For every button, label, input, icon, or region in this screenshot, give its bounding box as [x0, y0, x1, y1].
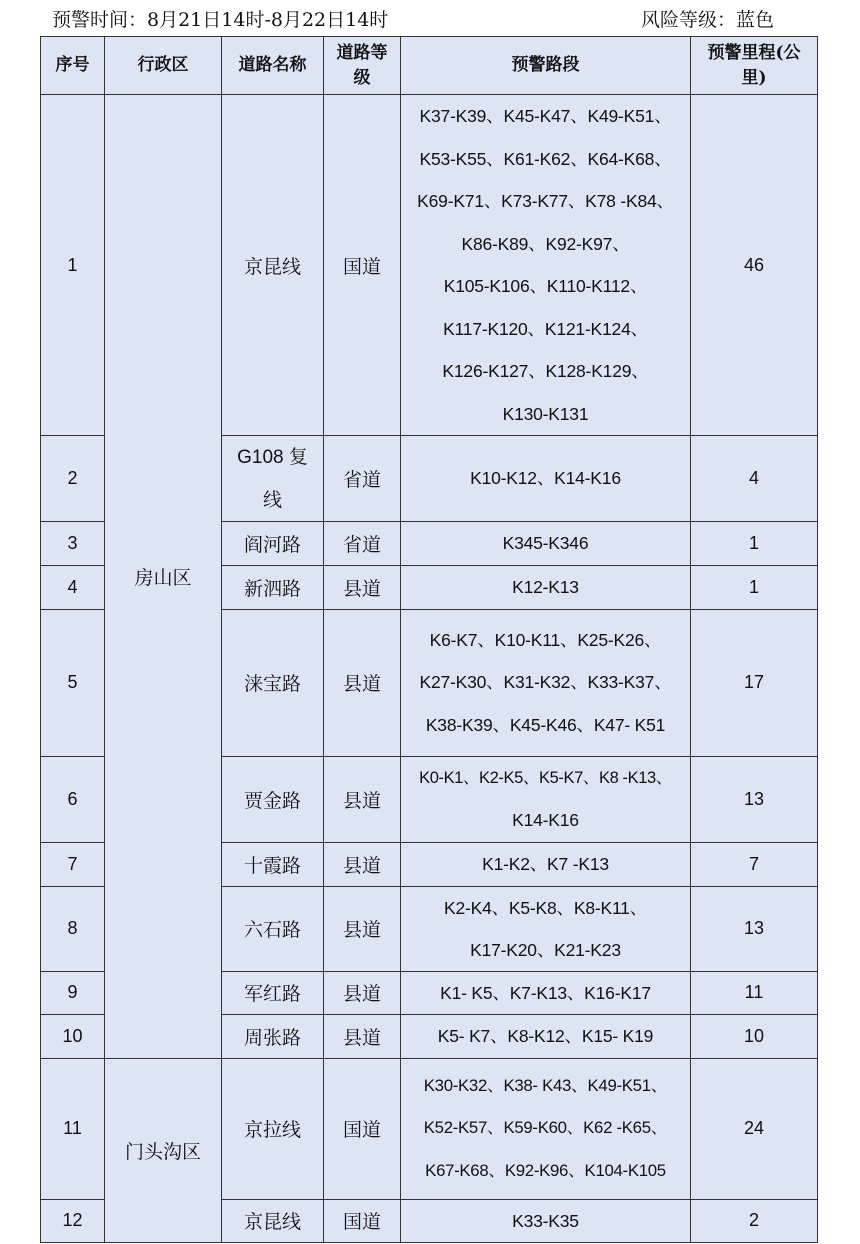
warning-time: 预警时间：8月21日14时-8月22日14时: [52, 9, 389, 31]
warning-segments: K12-K13: [401, 566, 691, 610]
col-header-mileage: 预警里程(公 里): [691, 37, 818, 95]
col-header-grade: 道路等 级: [324, 37, 401, 95]
warning-mileage: 17: [691, 609, 818, 756]
road-grade: 国道: [324, 95, 401, 436]
district-cell: 房山区: [105, 95, 222, 1059]
road-name: 贾金路: [222, 756, 324, 842]
row-index: 11: [41, 1058, 105, 1199]
road-grade: 国道: [324, 1058, 401, 1199]
warning-segments: K0-K1、K2-K5、K5-K7、K8 -K13、 K14-K16: [401, 756, 691, 842]
warning-mileage: 1: [691, 522, 818, 566]
row-index: 3: [41, 522, 105, 566]
risk-level: 风险等级：蓝色: [640, 9, 774, 31]
warning-segments: K345-K346: [401, 522, 691, 566]
row-index: 5: [41, 609, 105, 756]
row-index: 8: [41, 886, 105, 971]
road-grade: 县道: [324, 1015, 401, 1059]
road-name: G108 复 线: [222, 436, 324, 522]
warning-segments: K30-K32、K38- K43、K49-K51、 K52-K57、K59-K60、K62 -K65、 K67-K68、K92-K96、K104-K105: [401, 1058, 691, 1199]
warning-segments: K2-K4、K5-K8、K8-K11、 K17-K20、K21-K23: [401, 886, 691, 971]
road-grade: 县道: [324, 566, 401, 610]
road-name: 京昆线: [222, 95, 324, 436]
road-grade: 县道: [324, 609, 401, 756]
table-row: [41, 95, 818, 436]
row-index: 9: [41, 971, 105, 1015]
road-name: 周张路: [222, 1015, 324, 1059]
row-index: 4: [41, 566, 105, 610]
row-index: 12: [41, 1199, 105, 1243]
table-header-row: [41, 37, 818, 95]
road-grade: 国道: [324, 1199, 401, 1243]
warning-mileage: 13: [691, 886, 818, 971]
row-index: 2: [41, 436, 105, 522]
road-grade: 省道: [324, 522, 401, 566]
warning-segments: K1- K5、K7-K13、K16-K17: [401, 971, 691, 1015]
col-header-index: 序号: [41, 37, 105, 95]
warning-mileage: 46: [691, 95, 818, 436]
col-header-road: 道路名称: [222, 37, 324, 95]
road-name: 新泗路: [222, 566, 324, 610]
district-cell: 门头沟区: [105, 1058, 222, 1243]
warning-mileage: 1: [691, 566, 818, 610]
road-name: 军红路: [222, 971, 324, 1015]
road-grade: 县道: [324, 756, 401, 842]
col-header-segments: 预警路段: [401, 37, 691, 95]
warning-mileage: 24: [691, 1058, 818, 1199]
warning-mileage: 2: [691, 1199, 818, 1243]
road-grade: 省道: [324, 436, 401, 522]
warning-mileage: 13: [691, 756, 818, 842]
warning-segments: K10-K12、K14-K16: [401, 436, 691, 522]
warning-table: [40, 36, 818, 1243]
row-index: 10: [41, 1015, 105, 1059]
road-name: 六石路: [222, 886, 324, 971]
road-name: 京拉线: [222, 1058, 324, 1199]
warning-mileage: 11: [691, 971, 818, 1015]
warning-mileage: 7: [691, 842, 818, 886]
warning-segments: K37-K39、K45-K47、K49-K51、 K53-K55、K61-K62、K64-K68、 K69-K71、K73-K77、K78 -K84、 K86-K89、K92-K97、 K105-K106、K110-K112、 K117-K120、K121-K124、 K126-K127、K128-K129、 K130-K131: [401, 95, 691, 436]
row-index: 1: [41, 95, 105, 436]
warning-mileage: 10: [691, 1015, 818, 1059]
warning-segments: K6-K7、K10-K11、K25-K26、 K27-K30、K31-K32、K33-K37、 K38-K39、K45-K46、K47- K51: [401, 609, 691, 756]
warning-segments: K5- K7、K8-K12、K15- K19: [401, 1015, 691, 1059]
warning-segments: K1-K2、K7 -K13: [401, 842, 691, 886]
road-name: 十霞路: [222, 842, 324, 886]
road-name: 京昆线: [222, 1199, 324, 1243]
road-grade: 县道: [324, 971, 401, 1015]
page-header: [52, 6, 774, 34]
warning-mileage: 4: [691, 436, 818, 522]
road-grade: 县道: [324, 886, 401, 971]
road-name: 涞宝路: [222, 609, 324, 756]
table-row: [41, 1058, 818, 1199]
col-header-district: 行政区: [105, 37, 222, 95]
road-name: 阎河路: [222, 522, 324, 566]
row-index: 6: [41, 756, 105, 842]
row-index: 7: [41, 842, 105, 886]
warning-segments: K33-K35: [401, 1199, 691, 1243]
road-grade: 县道: [324, 842, 401, 886]
